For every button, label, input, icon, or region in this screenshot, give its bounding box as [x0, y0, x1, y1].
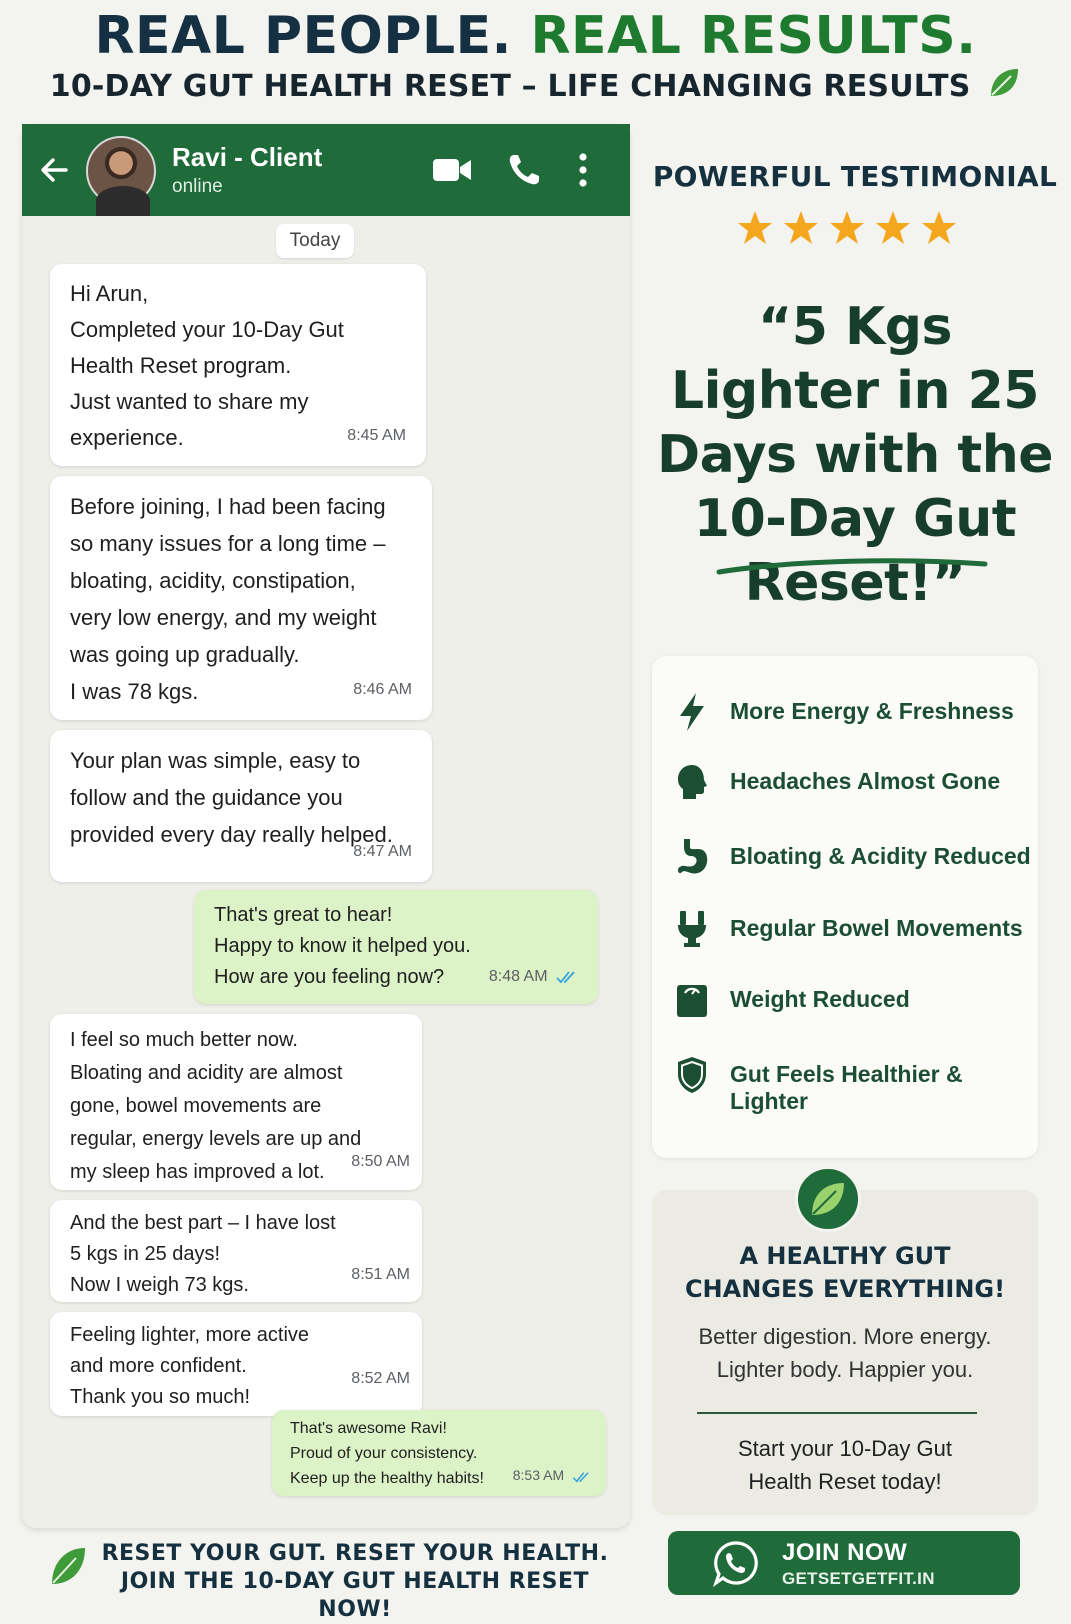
message-text: Your plan was simple, easy to follow and the guidance you provided every day really helped.: [70, 748, 393, 847]
message-bubble-incoming: [50, 1200, 422, 1302]
cta-start-text: Start your 10-Day Gut Health Reset today!: [738, 1436, 952, 1494]
benefit-label: Bloating & Acidity Reduced: [730, 843, 1031, 869]
star-icon: [830, 211, 864, 244]
message-time: 8:52 AM: [351, 1370, 410, 1387]
phone-call-icon[interactable]: [506, 152, 542, 188]
lightning-icon: [674, 692, 710, 732]
message-bubble-incoming: [50, 1312, 422, 1416]
benefit-item: [652, 1049, 1038, 1114]
date-chip: Today: [276, 224, 354, 258]
headline-part-1: REAL PEOPLE.: [94, 6, 512, 66]
join-now-label: JOIN NOW: [782, 1539, 908, 1566]
benefit-label: Gut Feels Healthier & Lighter: [730, 1061, 963, 1114]
benefits-card: [652, 656, 1038, 1158]
message-text: Feeling lighter, more active and more confident. Thank you so much!: [70, 1324, 310, 1408]
message-text: I feel so much better now. Bloating and acidity are almost gone, bowel movements are regular, energy levels are up and my sleep has improved a lot.: [70, 1029, 362, 1183]
benefit-label: Headaches Almost Gone: [730, 768, 1001, 794]
footer-tagline: RESET YOUR GUT. RESET YOUR HEALTH. JOIN THE 10-DAY GUT HEALTH RESET NOW!: [101, 1541, 609, 1622]
star-rating: [735, 208, 965, 248]
message-bubble-incoming: [50, 730, 432, 882]
subheadline-text: 10-DAY GUT HEALTH RESET – LIFE CHANGING RESULTS: [49, 69, 971, 104]
benefit-item: [652, 686, 1038, 736]
message-time: 8:47 AM: [353, 843, 412, 860]
message-bubble-outgoing: [194, 890, 598, 1004]
testimonial-label: POWERFUL TESTIMONIAL: [652, 160, 1058, 193]
message-time: 8:51 AM: [351, 1266, 410, 1283]
toilet-icon: [674, 909, 710, 949]
cta-title: A HEALTHY GUT CHANGES EVERYTHING!: [684, 1242, 1006, 1303]
testimonial-quote: “5 Kgs Lighter in 25 Days with the 10-Day Gut Reset!”: [656, 297, 1054, 613]
scale-icon: [674, 980, 710, 1020]
cta-divider: [697, 1412, 977, 1414]
message-text: And the best part – I have lost 5 kgs in 25 days! Now I weigh 73 kgs.: [70, 1212, 336, 1296]
message-text: That's awesome Ravi! Proud of your consistency. Keep up the healthy habits!: [290, 1420, 484, 1487]
headline: [0, 6, 1071, 66]
back-arrow-icon[interactable]: [38, 154, 70, 186]
read-ticks-icon: [572, 1471, 592, 1483]
contact-name: Ravi - Client: [172, 142, 323, 172]
read-ticks-icon: [556, 970, 578, 984]
whatsapp-icon: [712, 1539, 760, 1587]
message-text: Before joining, I had been facing so many issues for a long time – bloating, acidity, constipation, very low energy, and my weight was going up gradually. I was 78 kgs.: [70, 494, 386, 704]
benefit-label: More Energy & Freshness: [730, 698, 1014, 724]
headline-part-2: REAL RESULTS.: [530, 6, 977, 66]
message-text: Hi Arun, Completed your 10-Day Gut Health Reset program. Just wanted to share my experience.: [70, 281, 344, 450]
message-time: 8:48 AM: [489, 961, 578, 992]
contact-status: online: [172, 176, 223, 197]
benefit-item: [652, 831, 1038, 881]
star-icon: [876, 211, 910, 244]
benefit-label: Weight Reduced: [730, 986, 910, 1012]
leaf-icon: [987, 66, 1021, 100]
stomach-icon: [674, 837, 710, 877]
benefit-item: [652, 756, 1038, 806]
leaf-icon: [48, 1544, 88, 1588]
benefit-label: Regular Bowel Movements: [730, 915, 1023, 941]
shield-icon: [674, 1055, 710, 1095]
chat-header: [22, 124, 630, 216]
message-time: 8:45 AM: [347, 427, 406, 444]
message-time: 8:46 AM: [353, 681, 412, 698]
message-time: 8:53 AM: [513, 1463, 592, 1488]
more-options-icon[interactable]: [578, 152, 588, 188]
message-bubble-incoming: [50, 1014, 422, 1190]
subheadline: [0, 66, 1071, 104]
message-time: 8:50 AM: [351, 1153, 410, 1170]
head-icon: [674, 762, 710, 802]
message-bubble-outgoing: [272, 1410, 606, 1496]
underline-swoosh: [715, 556, 990, 578]
benefit-item: [652, 974, 1038, 1024]
star-icon: [922, 211, 956, 244]
message-bubble-incoming: [50, 264, 426, 466]
website-label: GETSETGETFIT.IN: [782, 1569, 935, 1588]
cta-body: Better digestion. More energy. Lighter body. Happier you.: [698, 1324, 992, 1382]
message-bubble-incoming: [50, 476, 432, 720]
star-icon: [784, 211, 818, 244]
cta-badge: [795, 1166, 861, 1232]
leaf-icon: [798, 1169, 858, 1229]
video-call-icon[interactable]: [432, 156, 472, 184]
star-icon: [738, 211, 772, 244]
chat-window: [22, 124, 630, 1528]
join-now-button[interactable]: [668, 1531, 1020, 1595]
benefit-item: [652, 903, 1038, 953]
avatar[interactable]: [86, 136, 156, 206]
message-text: That's great to hear! Happy to know it helped you. How are you feeling now?: [214, 904, 471, 988]
